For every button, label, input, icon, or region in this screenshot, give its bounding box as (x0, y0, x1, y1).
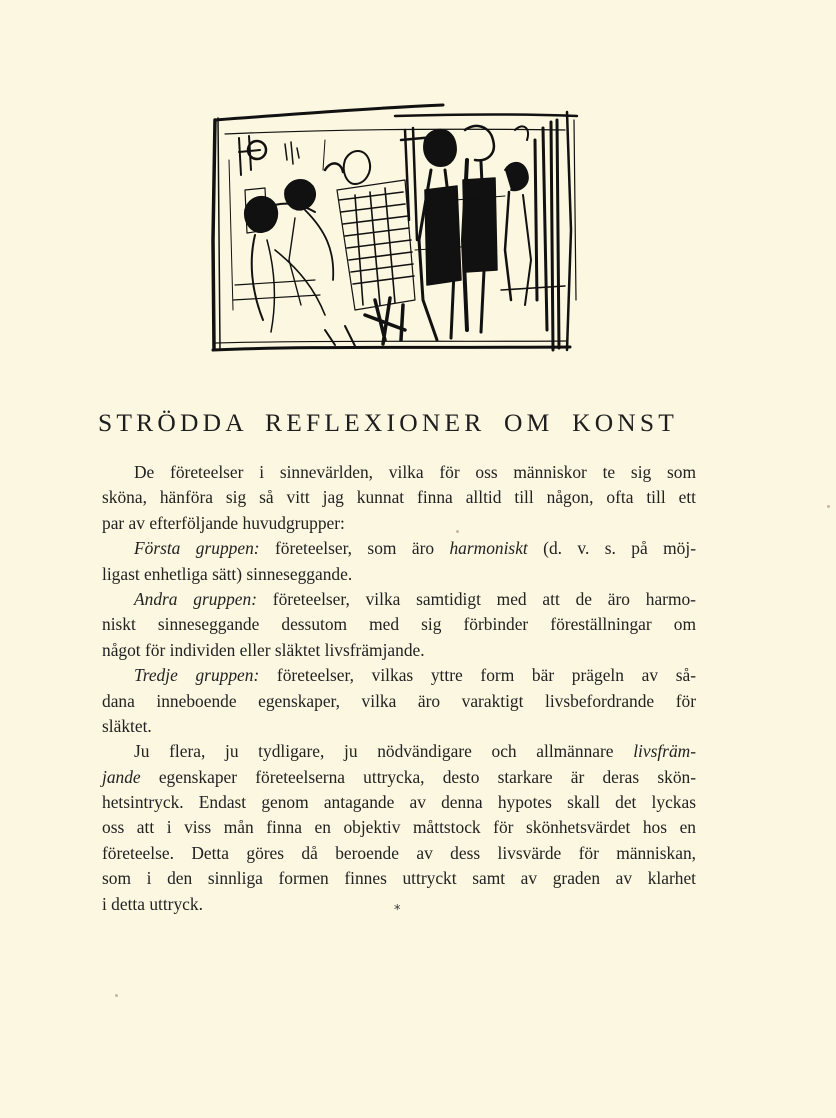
paragraph-2-text: Ju flera, ju tydligare, ju nödvändigare och allmännare (134, 741, 634, 762)
group-3-line-1 (102, 663, 696, 688)
group-3-line-2: dana inneboende egenskaper, vilka äro varaktigt livsbefordrande för (102, 690, 696, 711)
group-1-label: Första gruppen: (134, 538, 260, 559)
paragraph-2-line-2 (102, 765, 696, 790)
group-1-line-1 (102, 536, 696, 561)
group-2-text: företeelser, vilka samtidigt med att de äro harmo- (257, 588, 696, 609)
paragraph-1-line-2: sköna, hänföra sig så vitt jag kunnat finna alltid till någon, ofta till ett (102, 487, 696, 508)
paragraph-2-emphasis-b: jande (102, 766, 141, 787)
group-3-label: Tredje gruppen: (134, 665, 260, 686)
group-1-line-2: ligast enhetliga sätt) sinneseggande. (102, 563, 353, 584)
paragraph-2-line-7: i detta uttryck. (102, 893, 203, 914)
group-3-text: företeelser, vilkas yttre form bär prägeln av så- (259, 665, 696, 686)
paragraph-2-line-1 (102, 739, 696, 764)
paragraph-1-line-1: De företeelser i sinnevärlden, vilka för oss människor te sig som (134, 462, 696, 482)
group-2-line-3: något för individen eller släktet livsfrämjande. (102, 639, 425, 660)
paper-speck (115, 994, 118, 997)
group-1-emphasis: harmoniskt (449, 538, 528, 559)
paragraph-2-line-4: oss att i viss mån finna en objektiv måttstock för skönhetsvärdet hos en (102, 817, 696, 838)
paragraph-1-line-3: par av efterföljande huvudgrupper: (102, 512, 345, 533)
paragraph-2-line-5: företeelse. Detta göres då beroende av dess livsvärde för människan, (102, 842, 696, 863)
paper-speck (827, 505, 830, 508)
page-title: STRÖDDA REFLEXIONER OM KONST (98, 408, 679, 437)
ink-sketch-illustration (205, 100, 580, 362)
paragraph-2-line-3: hetsintryck. Endast genom antagande av denna hypotes skall det lyckas (102, 792, 696, 813)
group-1-text-b: (d. v. s. på möj- (527, 538, 696, 559)
paper-speck (456, 530, 459, 533)
paragraph-2-emphasis-a: livsfräm- (633, 741, 696, 762)
group-1-text-a: företeelser, som äro (259, 538, 450, 559)
article-body (102, 460, 696, 917)
section-separator-asterisk: * (394, 903, 401, 918)
paragraph-2-line-6: som i den sinnliga formen finnes uttryckt samt av graden av klarhet (102, 868, 696, 889)
group-2-label: Andra gruppen: (134, 588, 258, 609)
paragraph-2-text-b: egenskaper företeelserna uttrycka, desto starkare är deras skön- (140, 766, 696, 787)
group-3-line-3: släktet. (102, 715, 152, 736)
group-2-line-1 (102, 587, 696, 612)
group-2-line-2: niskt sinneseggande dessutom med sig förbinder föreställningar om (102, 614, 696, 635)
